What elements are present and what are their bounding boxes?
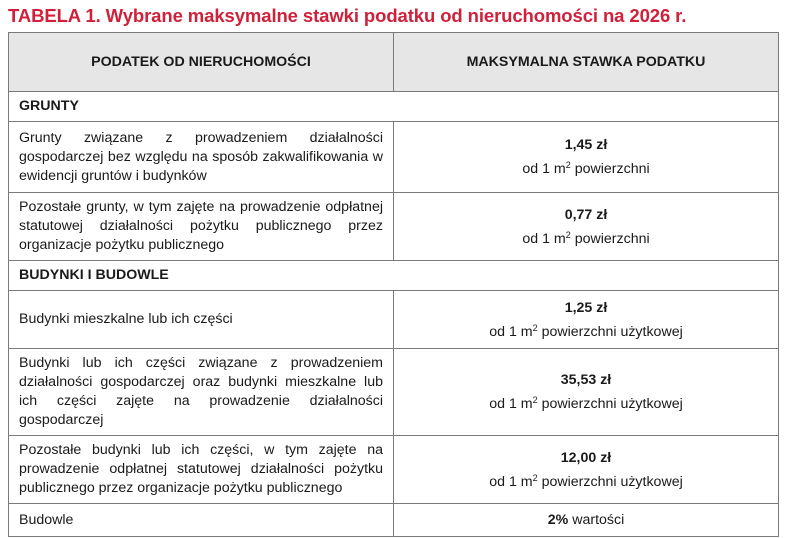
section-label: BUDYNKI I BUDOWLE [9,261,779,291]
row-description: Budynki lub ich części związane z prowadzeniem działalności gospodarczej oraz budynki mieszkalne lub ich części zajęte na prowadzenie działalności gospodarczej [9,349,394,436]
row-description: Budynki mieszkalne lub ich części [9,291,394,349]
unit-prefix: od 1 m [522,161,566,177]
rate-unit [402,227,770,251]
table-header-row [9,33,779,92]
row-rate [394,436,779,504]
column-header-tax-type: PODATEK OD NIERUCHOMOŚCI [9,33,394,92]
rate-unit [402,157,770,181]
unit-suffix: powierzchni [570,230,650,247]
unit-prefix: od 1 m [489,396,533,412]
table-row [9,193,779,261]
table-row [9,436,779,504]
rate-amount: 1,25 zł [564,299,608,316]
unit-prefix: od 1 m [489,323,533,340]
row-rate [394,193,779,261]
row-description: Pozostałe budynki lub ich części, w tym zajęte na prowadzenie odpłatnej statutowej działalności pożytku publicznego przez organizacje pożytku publicznego [9,436,394,504]
unit-superscript: 2 [532,472,538,483]
rate-unit [402,470,770,494]
unit-superscript: 2 [565,229,571,240]
section-row-grunty [9,92,779,122]
unit-suffix: powierzchni użytkowej [537,473,683,490]
unit-prefix: od 1 m [489,473,533,490]
rate-unit: wartości [568,511,625,528]
tax-rates-table [8,32,779,537]
row-rate [394,349,779,436]
unit-superscript: 2 [532,395,538,405]
rate-amount: 12,00 zł [560,449,612,466]
table-row [9,504,779,537]
unit-suffix: powierzchni użytkowej [537,323,683,340]
column-header-max-rate: MAKSYMALNA STAWKA PODATKU [394,33,779,92]
section-row-budynki [9,261,779,291]
rate-amount: 35,53 zł [560,372,612,388]
rate-value [548,512,625,528]
rate-unit [402,392,770,416]
row-description: Budowle [9,504,394,537]
rate-amount: 0,77 zł [564,206,608,223]
row-description: Pozostałe grunty, w tym zajęte na prowadzenie odpłatnej statutowej działalności pożytku publicznego przez organizacje pożytku publicznego [9,193,394,261]
table-row [9,291,779,349]
table-row [9,122,779,193]
rate-unit [402,320,770,344]
unit-suffix: powierzchni użytkowej [537,396,683,412]
table-title: TABELA 1. Wybrane maksymalne stawki podatku od nieruchomości na 2026 r. [8,5,687,26]
unit-prefix: od 1 m [522,230,566,247]
rate-amount: 1,45 zł [564,137,608,153]
table-row [9,349,779,436]
rate-amount: 2% [547,511,569,528]
unit-superscript: 2 [565,160,571,170]
unit-suffix: powierzchni [570,161,650,177]
section-label: GRUNTY [9,92,779,122]
row-rate [394,122,779,193]
row-rate [394,504,779,537]
row-rate [394,291,779,349]
unit-superscript: 2 [532,322,538,333]
row-description: Grunty związane z prowadzeniem działalności gospodarczej bez względu na sposób zakwalifikowania w ewidencji gruntów i budynków [9,122,394,193]
